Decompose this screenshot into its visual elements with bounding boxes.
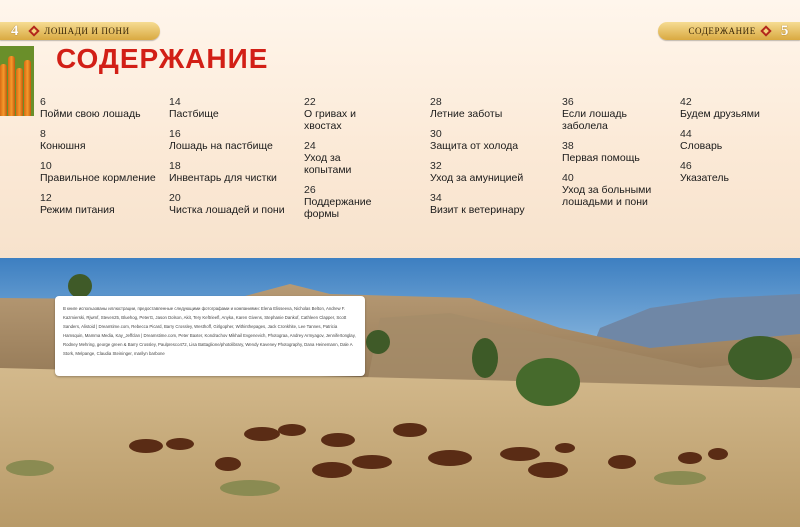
- ornament-icon: [761, 26, 771, 36]
- toc-entry[interactable]: 20 Чистка лошадей и пони: [169, 192, 285, 216]
- ornament-icon: [29, 26, 39, 36]
- toc-entry[interactable]: 34 Визит к ветеринару: [430, 192, 525, 216]
- toc-entry[interactable]: 44 Словарь: [680, 128, 723, 152]
- toc-entry[interactable]: 8 Конюшня: [40, 128, 86, 152]
- toc-column-5: [562, 96, 662, 216]
- toc-entry[interactable]: 6 Пойми свою лошадь: [40, 96, 141, 120]
- left-page-number: 4: [11, 22, 20, 39]
- toc-entry[interactable]: 40 Уход за больными лошадьми и пони: [562, 172, 652, 208]
- toc-column-1: [40, 96, 160, 224]
- page-title: СОДЕРЖАНИЕ: [56, 43, 269, 74]
- toc-entry[interactable]: 22 О гривах и хвостах: [304, 96, 356, 132]
- toc-entry[interactable]: 26 Поддержание формы: [304, 184, 372, 220]
- toc-column-3: [304, 96, 389, 228]
- right-running-header: [658, 22, 800, 40]
- toc-entry[interactable]: 42 Будем друзьями: [680, 96, 760, 120]
- toc-column-6: [680, 96, 795, 192]
- toc-column-4: [430, 96, 550, 224]
- toc-entry[interactable]: 28 Летние заботы: [430, 96, 503, 120]
- photo-credits-box: [55, 296, 365, 376]
- toc-entry[interactable]: 24 Уход за копытами: [304, 140, 352, 176]
- toc-entry[interactable]: 16 Лошадь на пастбище: [169, 128, 273, 152]
- contents-panel: [0, 0, 800, 258]
- toc-entry[interactable]: 14 Пастбище: [169, 96, 219, 120]
- right-page-number: 5: [780, 22, 789, 39]
- toc-entry[interactable]: 30 Защита от холода: [430, 128, 519, 152]
- left-running-header: [0, 22, 160, 40]
- carrots-image: [0, 46, 34, 116]
- toc-entry[interactable]: 36 Если лошадь заболела: [562, 96, 627, 132]
- toc-entry[interactable]: 46 Указатель: [680, 160, 729, 184]
- right-header-title: СОДЕРЖАНИЕ: [688, 26, 756, 36]
- toc-entry[interactable]: 12 Режим питания: [40, 192, 115, 216]
- toc-entry[interactable]: 18 Инвентарь для чистки: [169, 160, 277, 184]
- photo-credits-text: В книге использованы иллюстрации, предоставленные следующими фотографами и компаниями: Elena Elisseeva, Nicholas Belton, Andrew F. Kazmierski, Rjwmf, Steven25, Bluehog, PeterG, Jason Dolson, Akit, Tery Keftrieefl, Anyka, Karen Givens, Stephanie Dankof, Cathleen Clapper, Scott Sanders, Alistoid | Dreamtime.com, Rebecca Picard, Barry Crossley, Westhoff, Girlgopher, Withinthepages, Jack Cronkhite, Lee Tannes, Patricia Hamsquin, Mamma Media, Kay_Jeffclan | Dreamstime.com, Peter Baxter, Kondrachov Mikhail Evgenevich, Photograa, Andrey Armyagov, Jennifertonglay, Rodney Mehring, george green & Barry Crossley, Paulpresco472, Lisa Battaglione/photolibrary, Wendy Kaveney Photography, Dana Heinemann, Dale A Stork, Melpange, Claudia Steininger, marilyn barbone: [63, 306, 356, 356]
- left-header-title: ЛОШАДИ И ПОНИ: [44, 26, 130, 36]
- toc-entry[interactable]: 10 Правильное кормление: [40, 160, 156, 184]
- toc-entry[interactable]: 32 Уход за амуницией: [430, 160, 524, 184]
- toc-entry[interactable]: 38 Первая помощь: [562, 140, 640, 164]
- toc-column-2: [169, 96, 294, 224]
